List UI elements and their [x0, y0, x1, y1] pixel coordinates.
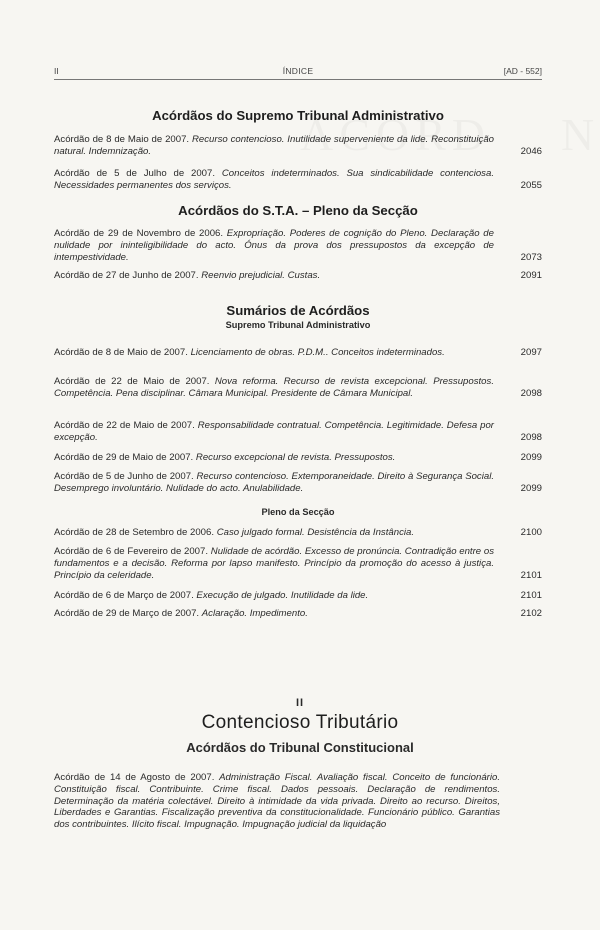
entry-topic: Reenvio prejudicial. Custas.	[201, 270, 321, 281]
entry-date: Acórdão de 22 de Maio de 2007.	[54, 376, 210, 387]
entry-page-number: 2098	[520, 387, 542, 399]
entry-page-number: 2102	[520, 608, 542, 619]
entry-date: Acórdão de 28 de Setembro de 2006.	[54, 527, 215, 538]
entry-date: Acórdão de 5 de Junho de 2007.	[54, 471, 194, 482]
entry-topic: Nova reforma. Recurso de revista excepcional. Pressupostos. Competência. Pena disciplinar. Câmara Municipal. Presidente de Câmara Municipal.	[54, 376, 494, 399]
entry-page-number: 2101	[520, 569, 542, 581]
entry-page-number: 2097	[520, 347, 542, 358]
index-entry	[54, 228, 542, 263]
entry-date: Acórdão de 27 de Junho de 2007.	[54, 270, 199, 281]
index-entry-final	[54, 772, 500, 831]
entry-date: Acórdão de 14 de Agosto de 2007.	[54, 772, 215, 783]
header-reference: [AD - 552]	[503, 66, 542, 76]
index-entry	[54, 420, 542, 444]
entry-page-number: 2100	[520, 527, 542, 538]
index-entry	[54, 452, 542, 464]
entry-topic: Execução de julgado. Inutilidade da lide.	[196, 590, 369, 601]
entry-topic: Recurso contencioso. Extemporaneidade. Direito à Segurança Social. Desemprego involuntário. Nulidade do acto. Anulabilidade.	[54, 471, 494, 494]
index-entry	[54, 546, 542, 581]
index-entry	[54, 590, 542, 602]
header-page-numeral: II	[54, 66, 59, 76]
entry-topic: Licenciamento de obras. P.D.M.. Conceitos indeterminados.	[190, 347, 445, 358]
entry-page-number: 2073	[520, 251, 542, 263]
index-entry	[54, 168, 542, 192]
entry-date: Acórdão de 22 de Maio de 2007.	[54, 420, 195, 431]
section-subtitle-pleno: Pleno da Secção	[261, 507, 335, 517]
entry-page-number: 2055	[520, 179, 542, 191]
index-entry	[54, 347, 542, 359]
index-entry	[54, 471, 542, 495]
index-entry	[54, 270, 542, 282]
part-title: Contencioso Tributário	[201, 712, 399, 733]
section-subtitle-sta: Supremo Tribunal Administrativo	[225, 320, 371, 330]
entry-date: Acórdão de 29 de Maio de 2007.	[54, 452, 194, 463]
entry-topic: Responsabilidade contratual. Competência. Legitimidade. Defesa por excepção.	[54, 420, 494, 443]
entry-date: Acórdão de 6 de Fevereiro de 2007.	[54, 546, 209, 557]
entry-date: Acórdão de 5 de Julho de 2007.	[54, 168, 216, 179]
running-header	[54, 66, 542, 80]
entry-page-number: 2046	[520, 145, 542, 157]
header-title: ÍNDICE	[282, 66, 314, 76]
entry-topic: Expropriação. Poderes de cognição do Pleno. Declaração de nulidade por ininteligibilidade do acto. Ónus da prova dos pressupostos da excepção de intempestividade.	[54, 228, 494, 263]
entry-date: Acórdão de 29 de Novembro de 2006.	[54, 228, 224, 239]
index-entry	[54, 527, 542, 539]
index-entry	[54, 608, 542, 620]
entry-page-number: 2099	[520, 452, 542, 463]
entry-page-number: 2098	[520, 431, 542, 443]
entry-date: Acórdão de 8 de Maio de 2007.	[54, 134, 190, 145]
section-title-sumarios: Sumários de Acórdãos	[226, 303, 370, 318]
entry-topic: Recurso excepcional de revista. Pressupostos.	[195, 452, 396, 463]
part-subtitle: Acórdãos do Tribunal Constitucional	[186, 740, 414, 755]
entry-page-number: 2101	[520, 590, 542, 601]
entry-page-number: 2099	[520, 482, 542, 494]
entry-topic: Caso julgado formal. Desistência da Instância.	[216, 527, 414, 538]
part-numeral: II	[295, 697, 305, 709]
entry-page-number: 2091	[520, 270, 542, 281]
section-title-pleno: Acórdãos do S.T.A. – Pleno da Secção	[178, 203, 418, 218]
entry-topic: Administração Fiscal. Avaliação fiscal. Conceito de funcionário. Constituição fiscal. Contribuinte. Crime fiscal. Dados pessoais. Declaração de rendimentos. Determinação da matéria colectável. Direito à intimidade da vida privada. Direito ao recurso. Direitos, Liberdades e Garantias. Fiscalização preventiva da constitucionalidade. Funcionário público. Garantias dos contribuintes. Ilícito fiscal. Impugnação. Impugnação judicial da liquidação	[54, 772, 500, 831]
entry-date: Acórdão de 6 de Março de 2007.	[54, 590, 194, 601]
entry-topic: Nulidade de acórdão. Excesso de pronúncia. Contradição entre os fundamentos e a decisão. Reforma por lapso manifesto. Princípio da promoção do acesso à justiça. Princípio da celeridade.	[54, 546, 494, 581]
section-title-sta: Acórdãos do Supremo Tribunal Administrativo	[152, 108, 444, 123]
entry-topic: Recurso contencioso. Inutilidade superveniente da lide. Reconstituição natural. Indemnização.	[54, 134, 494, 157]
index-entry	[54, 134, 542, 158]
index-entry	[54, 376, 542, 400]
entry-topic: Aclaração. Impedimento.	[201, 608, 308, 619]
entry-date: Acórdão de 29 de Março de 2007.	[54, 608, 200, 619]
entry-topic: Conceitos indeterminados. Sua sindicabilidade contenciosa. Necessidades permanentes dos serviços.	[54, 168, 494, 191]
entry-date: Acórdão de 8 de Maio de 2007.	[54, 347, 188, 358]
